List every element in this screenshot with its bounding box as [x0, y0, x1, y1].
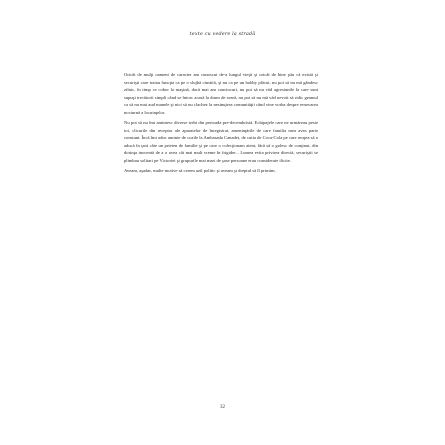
running-header: texte cu vedere la stradă — [189, 31, 256, 37]
body-text — [124, 71, 318, 178]
paragraph-3: Aveam, aşadar, multe motive să cerem azil politic şi aveam şi dreptul să îl primim. — [124, 168, 276, 173]
paragraph-2: Nu pot să nu îmi amintesc diverse trebi din perioada pre-decembristă. Echipajele care ne urmăreau peste tot, clicurile din receptor ale aparatelor de înregistrat, ameninţările de care familia mea avea parte constant. Încă îmi aduc aminte de cozile la Ambasada Canadei, de cutia de Coca-Cola pe care reuşea să o aducă în ţară câte un prieten de familie şi pe care o colecţionam atent, fără să o golesc de conţinut, din dorinţa inocentă de a o avea cât mai mult vreme în frigider... Lumea evita privirea directă, securiştii se plimbau solitari pe Victoriei şi grupurile mai mari de şase persoane erau considerate ilicite. — [124, 120, 318, 163]
paragraph-1: Oricât de mulţi oameni de caracter am cunoscut de-a lungul vieţii şi oricât de bine ştiu că există şi securişti care tratau funcţia ca pe o slujbă cinstită, şi nu ca pe un hobby plăcut, nu pot să nu mă gândesc zilnic, în timp ce cobor la maşină, dacă mai am cauciucuri, nu pot să nu văd agresiunile la care sunt supuşi trecătorii simpli când se întorc acasă la drum de seară, nu pot să nu mă văd nevoit să ridic geamul ca să nu mai aud manele şi nici să nu clachez la nesimţirea comunităţii când vine vorba despre renovarea nocturnă a locuinţelor. — [124, 72, 318, 115]
page-number: 32 — [220, 405, 225, 410]
